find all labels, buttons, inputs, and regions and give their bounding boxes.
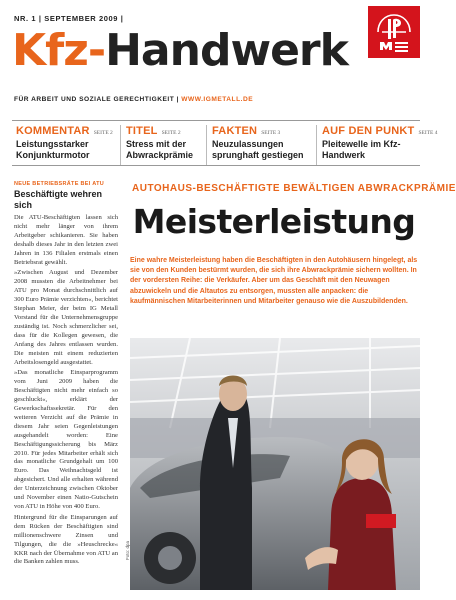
teaser-auf-den-punkt[interactable] — [316, 125, 438, 165]
teaser-page: SEITE 2 — [161, 130, 181, 136]
side-paragraph: »Das monatliche Einsparprogramm vom Juni 2009 haben die Beschäftigten nicht mehr einfach so geschluckt«, erklärt der Gewerkschaftssekretär. Für den weiteren Verzicht auf die Prämie in diesem Jahr seien Gegenleistungen ausgehandelt worden: Eine Beschäftigungssicherung bis März 2010. Für jedes Mitarbeiter erhält sich das monatliche Grundgehalt um 100 Euro. Das Weihnachtsgeld ist abgesichert. Und alle erhalten während der Unterzeichnung zwischen Oktober und November einen Natio-Gutschein von ATU in Höhe von 400 Euro. — [14, 369, 118, 510]
teaser-label: AUF DEN PUNKT — [322, 125, 415, 137]
masthead-subtitle — [14, 96, 253, 103]
teaser-label: FAKTEN — [212, 125, 258, 137]
teaser-fakten[interactable] — [206, 125, 316, 165]
teaser-text: Stress mit der Abwrackprämie — [126, 139, 194, 160]
teaser-text: Neuzulassungen sprunghaft gestiegen — [212, 139, 304, 160]
main-kicker: AUTOHAUS-BESCHÄFTIGTE BEWÄLTIGEN ABWRACKPRÄMIE — [132, 183, 456, 194]
side-article — [14, 181, 118, 589]
issue-info: NR. 1 | SEPTEMBER 2009 | — [14, 14, 124, 23]
teaser-text: Pleitewelle im Kfz-Handwerk — [322, 139, 401, 160]
showroom-photo — [130, 338, 420, 590]
side-body — [14, 214, 118, 567]
title-rest: Handwerk — [105, 25, 348, 76]
side-paragraph: Die ATU-Beschäftigten lassen sich nicht mehr länger von ihrem Arbeitgeber schikanieren. Sie haben deshalb dieses Jahr in den letzten zwei Jahren in 136 Filialen erstmals einen Betriebsrat gewählt. — [14, 214, 118, 266]
teaser-bar — [12, 120, 438, 166]
teaser-label: TITEL — [126, 125, 158, 137]
side-kicker: NEUE BETRIEBSRÄTE BEI ATU — [14, 181, 105, 187]
ig-metall-logo-icon — [368, 6, 420, 58]
main-lead: Eine wahre Meisterleistung haben die Beschäftigten in den Autohäusern hingelegt, als sie von den Kunden bestürmt wurden, die sich ihre Abwrackprämie sichern wollten. In der vordersten Reihe: die Verkäufer. Aber um das Geschäft mit den Neuwagen abzuwickeln und die Altautos zu entsorgen, mussten alle anpacken: die kaufmännischen Mitarbeiterinnen und Mitarbeiter genauso wie die Auszubildenden. — [130, 257, 418, 305]
teaser-page: SEITE 2 — [93, 130, 113, 136]
showroom-photo-image — [130, 338, 420, 590]
teaser-label: KOMMENTAR — [16, 125, 90, 137]
teaser-kommentar[interactable] — [16, 125, 122, 165]
teaser-page: SEITE 4 — [418, 130, 438, 136]
subtitle-text: FÜR ARBEIT UND SOZIALE GERECHTIGKEIT | — [14, 96, 182, 103]
side-paragraph: Hintergrund für die Einsparungen auf dem Rücken der Beschäftigten sind millionenschwere Zinsen und Tilgungen, die die »Heuschrecke« KKR nach der Übernahme von ATU an die Banken zahlen muss. — [14, 513, 119, 566]
side-headline: Beschäftigte wehren sich — [14, 189, 103, 210]
main-headline: Meisterleistung — [132, 202, 416, 241]
title-accent: Kfz- — [12, 25, 106, 76]
teaser-text: Leistungsstarker Konjunkturmotor — [16, 139, 90, 160]
teaser-titel[interactable] — [120, 125, 206, 165]
teaser-page: SEITE 3 — [261, 130, 281, 136]
ig-metall-logo — [368, 6, 420, 58]
website-link[interactable]: WWW.IGMETALL.DE — [181, 96, 254, 103]
side-paragraph: »Zwischen August und Dezember 2008 mussten die Arbeitnehmer bei ATU pro Monat durchschnittlich auf 300 Euro Prämie verzichten«, berichtet Stephan Meier, der beim IG Metall Vorstand für die Unternehmensgruppe zuständig ist. Noch schmerzlicher sei, dass für die Kollegen gewesen, die Anfang des Jahres entlassen wurden. Die meisten mit einem reduzierten Arbeitslosengeld ausgestattet. — [14, 269, 118, 366]
newspaper-title — [12, 26, 348, 76]
photo-credit: Foto: dpa — [125, 540, 130, 560]
